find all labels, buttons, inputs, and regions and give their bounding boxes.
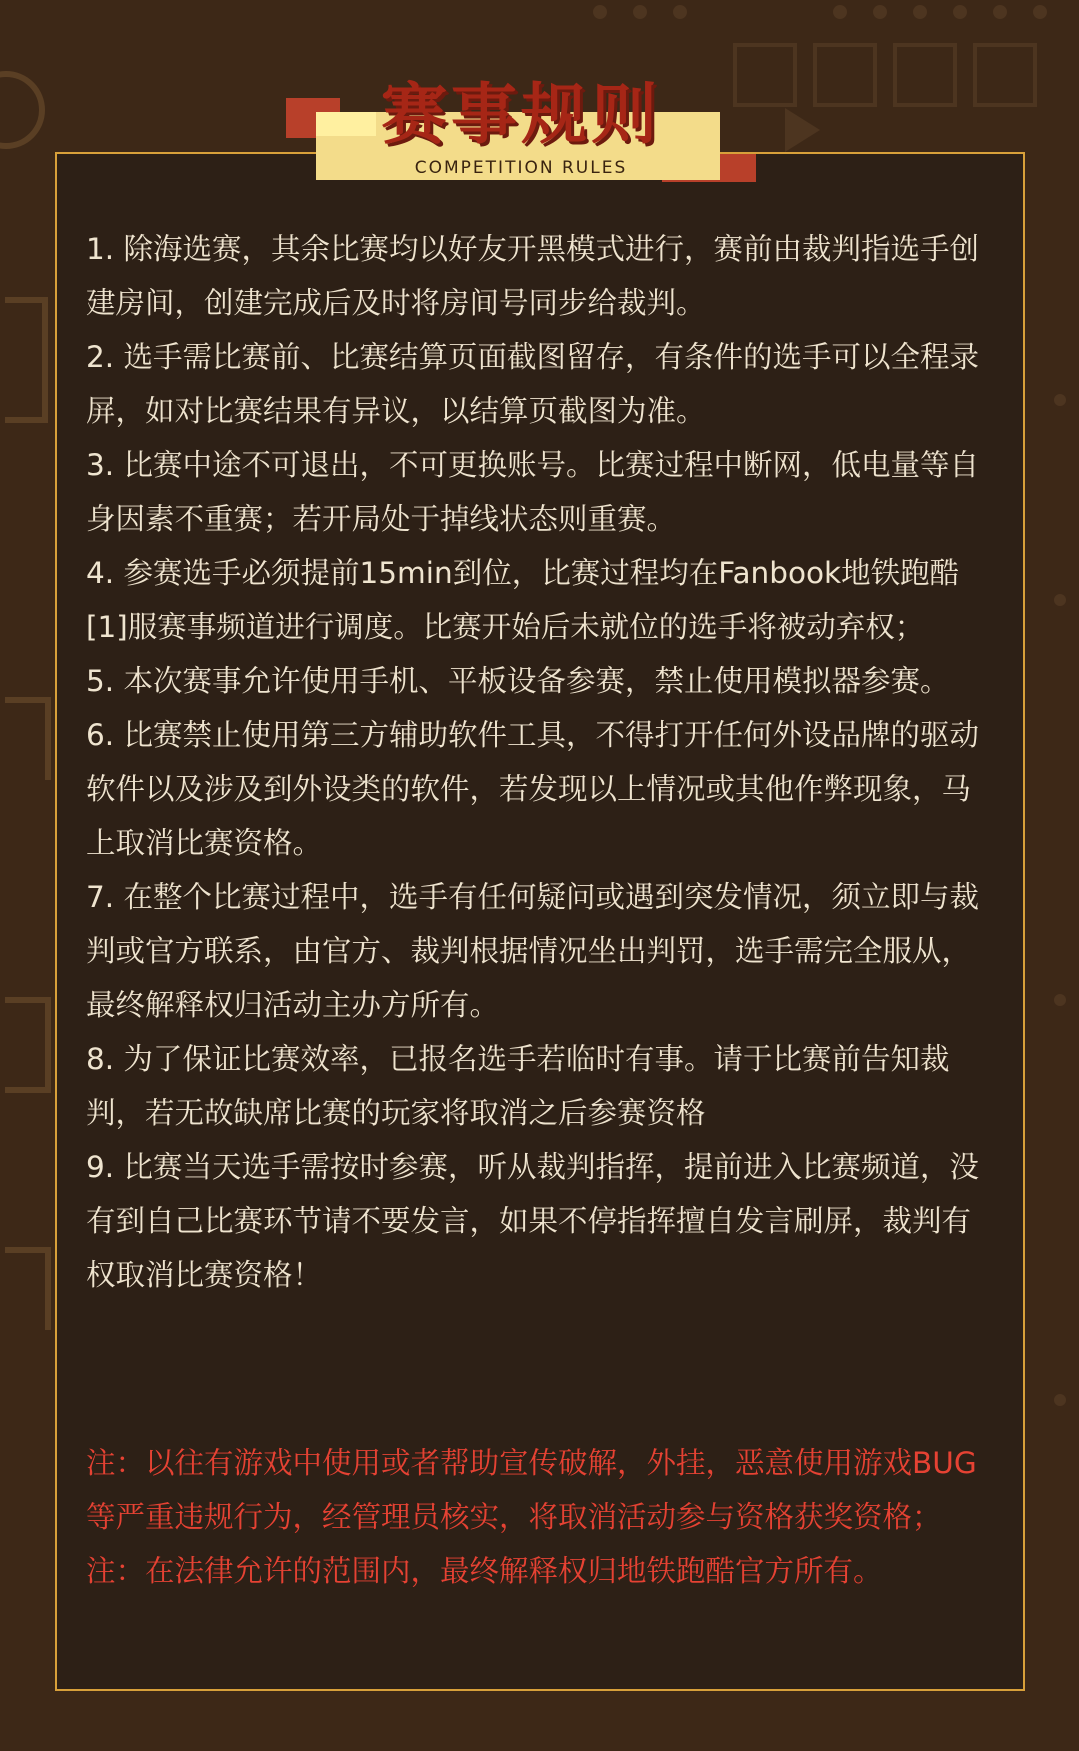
rule-item: 5. 本次赛事允许使用手机、平板设备参赛，禁止使用模拟器参赛。 bbox=[86, 664, 950, 698]
rule-item: 6. 比赛禁止使用第三方辅助软件工具，不得打开任何外设品牌的驱动软件以及涉及到外设类的软件，若发现以上情况或其他作弊现象，马上取消比赛资格。 bbox=[86, 718, 980, 860]
note-item: 注：以往有游戏中使用或者帮助宣传破解，外挂，恶意使用游戏BUG等严重违规行为，经管理员核实，将取消活动参与资格获奖资格； bbox=[86, 1446, 977, 1534]
notes-list bbox=[86, 1436, 986, 1598]
rules-list bbox=[86, 222, 986, 1302]
rule-item: 9. 比赛当天选手需按时参赛，听从裁判指挥，提前进入比赛频道，没有到自己比赛环节请不要发言，如果不停指挥擅自发言刷屏，裁判有权取消比赛资格！ bbox=[86, 1150, 980, 1292]
page-title: 赛事规则 bbox=[381, 76, 661, 153]
rule-item: 7. 在整个比赛过程中，选手有任何疑问或遇到突发情况，须立即与裁判或官方联系，由官方、裁判根据情况坐出判罚，选手需完全服从，最终解释权归活动主办方所有。 bbox=[86, 880, 980, 1022]
rule-item: 4. 参赛选手必须提前15min到位，比赛过程均在Fanbook地铁跑酷[1]服赛事频道进行调度。比赛开始后未就位的选手将被动弃权； bbox=[86, 556, 960, 644]
rule-item: 1. 除海选赛，其余比赛均以好友开黑模式进行，赛前由裁判指选手创建房间，创建完成后及时将房间号同步给裁判。 bbox=[86, 232, 980, 320]
rule-item: 3. 比赛中途不可退出，不可更换账号。比赛过程中断网，低电量等自身因素不重赛；若开局处于掉线状态则重赛。 bbox=[86, 448, 980, 536]
section-header bbox=[286, 76, 756, 192]
rule-item: 2. 选手需比赛前、比赛结算页面截图留存，有条件的选手可以全程录屏，如对比赛结果有异议，以结算页截图为准。 bbox=[86, 340, 980, 428]
note-item: 注：在法律允许的范围内，最终解释权归地铁跑酷官方所有。 bbox=[86, 1554, 883, 1588]
page-subtitle: COMPETITION RULES bbox=[414, 158, 628, 178]
rule-item: 8. 为了保证比赛效率，已报名选手若临时有事。请于比赛前告知裁判，若无故缺席比赛的玩家将取消之后参赛资格 bbox=[86, 1042, 950, 1130]
